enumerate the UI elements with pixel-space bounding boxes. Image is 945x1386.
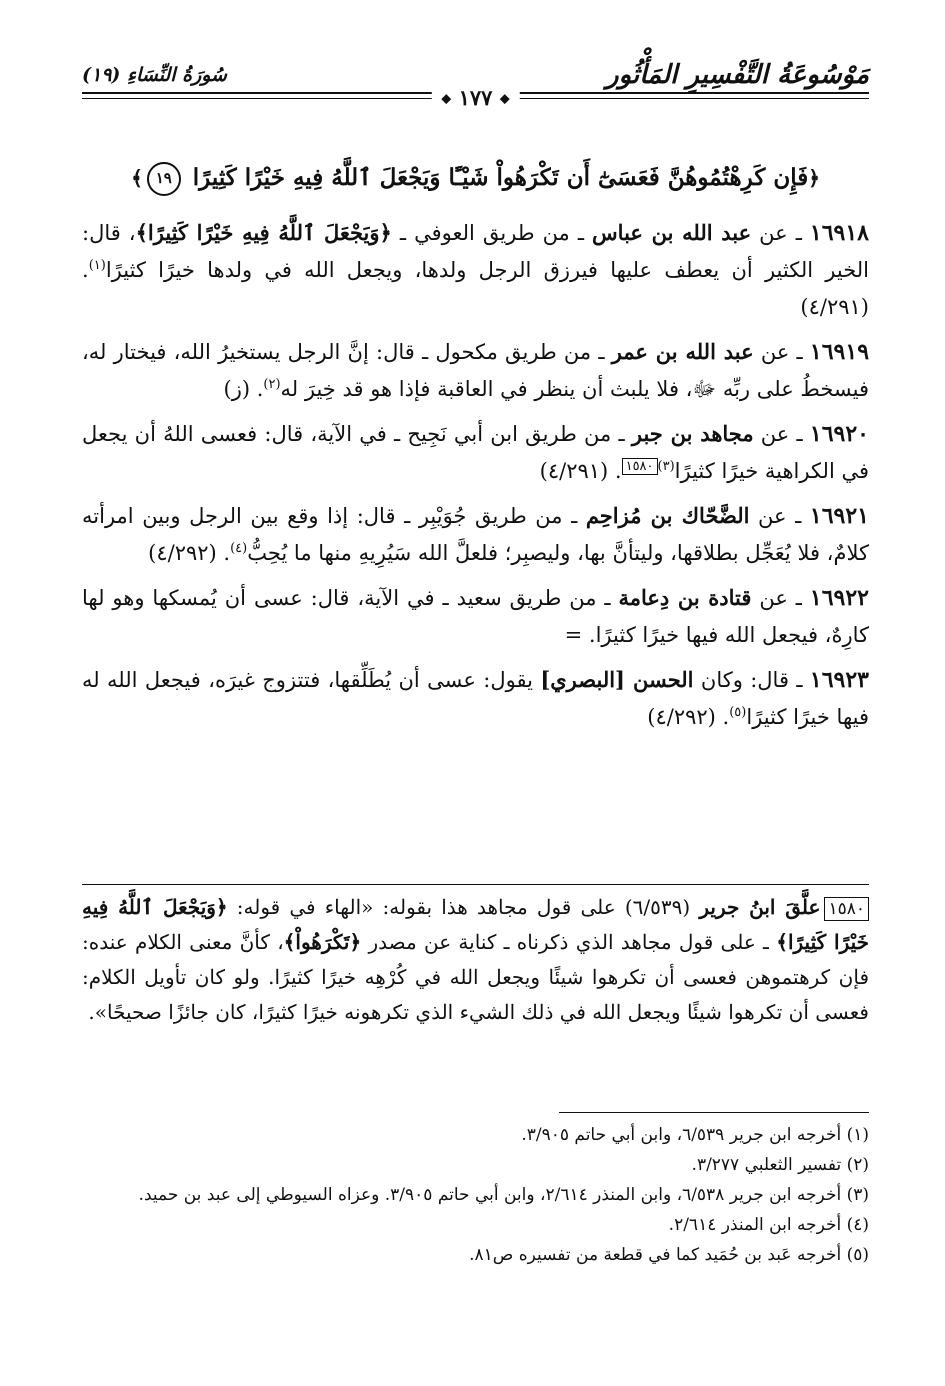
page bbox=[82, 50, 869, 1346]
footnote-1: (١) أخرجه ابن جرير ٦/٥٣٩، وابن أبي حاتم ٣/٩٠٥. bbox=[521, 1125, 869, 1145]
text-run: ـ على قول مجاهد الذي ذكرناه ـ كناية عن مصدر bbox=[361, 930, 777, 954]
text-run: (٦/٥٣٩) على قول مجاهد هذا بقوله: «الهاء في قوله: bbox=[227, 895, 700, 919]
narration-16919 bbox=[82, 333, 869, 408]
source-ref: . (٤/٢٩٢) bbox=[647, 705, 730, 729]
narration-number: ١٦٩٢٠ bbox=[809, 421, 869, 447]
commentary-box bbox=[82, 890, 869, 1030]
source-ref: . (ز) bbox=[223, 377, 264, 401]
footnote-ref[interactable]: (٢) bbox=[263, 377, 281, 392]
footnote-ref[interactable]: (١) bbox=[88, 258, 106, 273]
narrator-name: مجاهد بن جبر bbox=[631, 421, 754, 446]
narrator-name: عبد الله بن عمر bbox=[611, 339, 754, 364]
ayah-number-marker: ١٩ bbox=[147, 162, 181, 196]
narration-number: ١٦٩١٨ bbox=[809, 220, 869, 246]
text-run: ـ من طريق جُوَيْبِر ـ قال: إذا وقع بين الرجل وبين امرأته كلامٌ، فلا يُعَجِّل بطلاقها، وليتأنَّ بها، وليصبِر؛ فلعلَّ الله سَيُرِيهِ منها ما يُحِبُّ bbox=[82, 504, 869, 565]
narration-16922 bbox=[82, 579, 869, 654]
footnote-4: (٤) أخرجه ابن المنذر ٢/٦١٤. bbox=[668, 1215, 869, 1235]
ornate-bracket-open-icon: ﴿ bbox=[808, 166, 820, 190]
text-run: يقول: عسى أن يُطَلِّقها، فتتزوج غيرَه، فيجعل الله له فيها خيرًا كثيرًا bbox=[82, 668, 869, 729]
narration-number: ١٦٩٢٣ bbox=[809, 667, 869, 693]
narrations bbox=[82, 214, 869, 743]
text-run: ـ عن bbox=[753, 340, 810, 364]
narration-number: ١٦٩١٩ bbox=[809, 339, 870, 365]
quran-verse bbox=[82, 158, 869, 198]
text-run: ـ من طريق ابن أبي نَجِيح ـ في الآية، قال: فعسى اللهُ أن يجعل في الكراهية خيرًا كثيرًا bbox=[82, 422, 869, 483]
ornament-icon: ◆ bbox=[499, 91, 510, 107]
footnote-ref[interactable]: (٥) bbox=[729, 705, 747, 720]
commentary-lead: علَّقَ ابنُ جرير bbox=[699, 895, 821, 919]
book-title: مَوْسُوعَةُ التَّفْسِيرِ المَأْثُور bbox=[606, 60, 869, 90]
text-run: ـ عن bbox=[749, 504, 810, 528]
narration-number: ١٦٩٢٢ bbox=[809, 585, 869, 611]
footnotes bbox=[82, 1120, 869, 1270]
text-run: ـ عن bbox=[751, 221, 810, 245]
footnote-2: (٢) تفسير الثعلبي ٣/٢٧٧. bbox=[691, 1155, 869, 1175]
quran-quote: ﴿وَيَجْعَلَ ٱللَّهُ فِيهِ خَيْرًا كَثِيرًا﴾ bbox=[135, 220, 392, 245]
text-run: ـ قال: وكان bbox=[693, 668, 810, 692]
narrator-name: قتادة بن دِعامة bbox=[618, 585, 752, 610]
source-ref: . (٤/٢٩٢) bbox=[148, 541, 231, 565]
commentary-ref-box[interactable]: ١٥٨٠ bbox=[622, 458, 658, 475]
footnote-ref[interactable]: (٣) bbox=[657, 459, 675, 474]
narration-number: ١٦٩٢١ bbox=[809, 503, 869, 529]
ornate-bracket-close-icon: ﴾ bbox=[131, 166, 143, 190]
commentary-separator bbox=[82, 884, 869, 885]
footnote-separator bbox=[559, 1112, 869, 1113]
footnote-5: (٥) أخرجه عَبد بن حُمَيد كما في قطعة من تفسيره ص٨١. bbox=[469, 1245, 869, 1265]
ornament-icon: ◆ bbox=[441, 91, 452, 107]
footnote-3: (٣) أخرجه ابن جرير ٦/٥٣٨، وابن المنذر ٢/٦١٤، وابن أبي حاتم ٣/٩٠٥. وعزاه السيوطي إلى عبد بن حميد. bbox=[138, 1185, 869, 1205]
narration-16918 bbox=[82, 214, 869, 326]
source-ref: . (٤/٢٩١) bbox=[82, 258, 869, 319]
narrator-name: الحسن [البصري] bbox=[540, 667, 694, 692]
page-number-text: ١٧٧ bbox=[458, 85, 493, 110]
quran-quote: ﴿وَيَجْعَلَ ٱللَّهُ فِيهِ خَيْرًا كَثِيرًا﴾ bbox=[82, 895, 870, 954]
text-run: ، كأنَّ معنى الكلام عنده: فإن كرهتموهن فعسى أن تكرهوا شيئًا ويجعل الله في كُرْهِه خيرًا كثيرًا. ولو كان تأويل الكلام: فعسى أن تكرهوا شيئًا ويجعل الله في ذلك الشيء الذي تكرهونه خيرًا كثيرًا، كان جائزًا صحيحًا». bbox=[82, 930, 870, 1024]
text-run: ـ عن bbox=[751, 586, 810, 610]
source-ref: . (٤/٢٩١) bbox=[539, 459, 622, 483]
verse-text: فَإِن كَرِهْتُمُوهُنَّ فَعَسَىٰٓ أَن تَكْرَهُواْ شَيْـًٔا وَيَجْعَلَ ٱللَّهُ فِيهِ خَيْرًا كَثِيرًا bbox=[192, 164, 809, 191]
footnote-ref[interactable]: (٤) bbox=[230, 541, 248, 556]
narrator-name: الضَّحّاك بن مُزاحِم bbox=[585, 503, 750, 528]
text-run: ـ عن bbox=[753, 422, 810, 446]
text-run: ـ من طريق العوفي ـ bbox=[391, 221, 593, 245]
narration-16921 bbox=[82, 497, 869, 572]
page-number bbox=[431, 86, 519, 112]
text-run: ، قال: الخير الكثير أن يعطف عليها فيرزق الرجل ولدها، ويجعل الله في ولدها خيرًا كثيرًا bbox=[82, 221, 869, 282]
narrator-name: عبد الله بن عباس bbox=[592, 220, 752, 245]
text-run: ـ من طريق مكحول ـ قال: إنَّ الرجل يستخيرُ الله، فيختار له، فيسخطُ على ربِّه ﷻ، فلا يلبث أن ينظر في العاقبة فإذا هو قد خِيرَ له bbox=[82, 340, 869, 401]
quran-quote: ﴿تَكْرَهُواْ﴾ bbox=[283, 930, 362, 954]
text-run: ـ من طريق سعيد ـ في الآية، قال: عسى أن يُمسكها وهو لها كارِهٌ، فيجعل الله فيها خيرًا كثيرًا. = bbox=[82, 586, 869, 647]
commentary-number-box: ١٥٨٠ bbox=[824, 897, 869, 921]
narration-16923 bbox=[82, 661, 869, 736]
surah-title: سُورَةُ النِّسَاءِ (١٩) bbox=[82, 64, 227, 86]
narration-16920 bbox=[82, 415, 869, 490]
